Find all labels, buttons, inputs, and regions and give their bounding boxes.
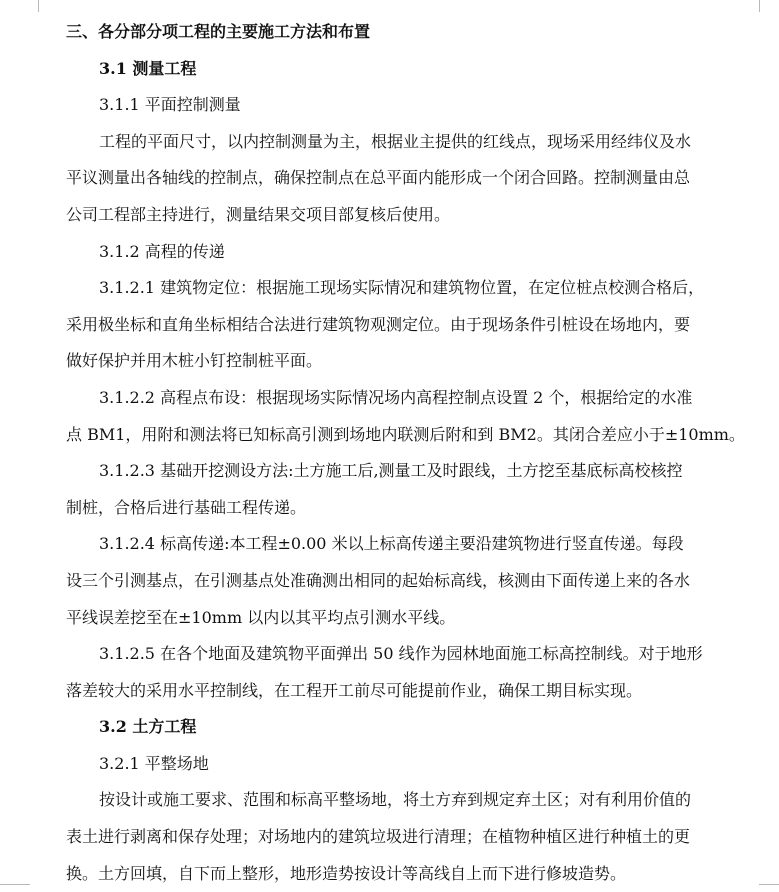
paragraph-line: 表土进行剥离和保存处理；对场地内的建筑垃圾进行清理；在植物种植区进行种植土的更 (66, 827, 691, 847)
section-heading-3-2: 3.2 土方工程 (99, 717, 197, 737)
paragraph-line: 工程的平面尺寸，以内控制测量为主，根据业主提供的红线点，现场采用经纬仪及水 (99, 131, 692, 151)
paragraph-3-1-2-3 (66, 453, 756, 526)
crop-mark-bottom-right (759, 884, 779, 885)
paragraph-line: 3.1.2.4 标高传递:本工程±0.00 米以上标高传递主要沿建筑物进行竖直传递。每段 (99, 534, 684, 554)
subsection-heading-3-1-2: 3.1.2 高程的传递 (99, 241, 225, 261)
paragraph-3-1-2-4 (66, 526, 756, 636)
paragraph-3-1-2-5 (66, 636, 756, 709)
paragraph-3-2-1 (66, 782, 756, 892)
paragraph-line: 3.1.2.3 基础开挖测设方法:土方施工后,测量工及时跟线，土方挖至基底标高校核控 (99, 461, 683, 481)
paragraph-line: 公司工程部主持进行，测量结果交项目部复核后使用。 (66, 204, 451, 224)
crop-mark-top-right (759, 0, 760, 12)
paragraph-line: 3.1.2.1 建筑物定位：根据施工现场实际情况和建筑物位置，在定位桩点校测合格后， (99, 278, 705, 298)
paragraph-line: 按设计或施工要求、范围和标高平整场地，将土方弃到规定弃土区；对有利用价值的 (99, 790, 692, 810)
paragraph-line: 做好保护并用木桩小钉控制桩平面。 (66, 351, 323, 371)
crop-mark-bottom-left (0, 884, 30, 885)
paragraph-line: 3.1.2.2 高程点布设：根据现场实际情况场内高程控制点设置 2 个，根据给定的水准 (99, 387, 693, 407)
paragraph-line: 平议测量出各轴线的控制点，确保控制点在总平面内能形成一个闭合回路。控制测量由总 (66, 168, 691, 188)
paragraph-3-1-1 (66, 124, 756, 234)
paragraph-line: 点 BM1，用附和测法将已知标高引测到场地内联测后附和到 BM2。其闭合差应小于±10mm。 (66, 424, 745, 444)
subsection-heading-3-2-1: 3.2.1 平整场地 (99, 753, 209, 773)
paragraph-line: 平线误差挖至在±10mm 以内以其平均点引测水平线。 (66, 607, 456, 627)
crop-mark-top-left (38, 0, 39, 12)
paragraph-line: 设三个引测基点，在引测基点处准确测出相同的起始标高线，核测由下面传递上来的各水 (66, 570, 691, 590)
paragraph-line: 制桩，合格后进行基础工程传递。 (66, 497, 307, 517)
section-heading-3-1: 3.1 测量工程 (99, 58, 197, 78)
paragraph-3-1-2-1 (66, 270, 756, 380)
paragraph-line: 3.1.2.5 在各个地面及建筑物平面弹出 50 线作为园林地面施工标高控制线。对于地形 (99, 644, 703, 664)
paragraph-3-1-2-2 (66, 380, 756, 453)
paragraph-line: 采用极坐标和直角坐标相结合法进行建筑物观测定位。由于现场条件引桩设在场地内，要 (66, 314, 691, 334)
chapter-heading: 三、各分部分项工程的主要施工方法和布置 (66, 22, 371, 41)
subsection-heading-3-1-1: 3.1.1 平面控制测量 (99, 95, 241, 115)
document-page (66, 14, 756, 892)
paragraph-line: 落差较大的采用水平控制线，在工程开工前尽可能提前作业，确保工期目标实现。 (66, 680, 643, 700)
paragraph-line: 换。土方回填，自下而上整形，地形造势按设计等高线自上而下进行修坡造势。 (66, 863, 627, 883)
